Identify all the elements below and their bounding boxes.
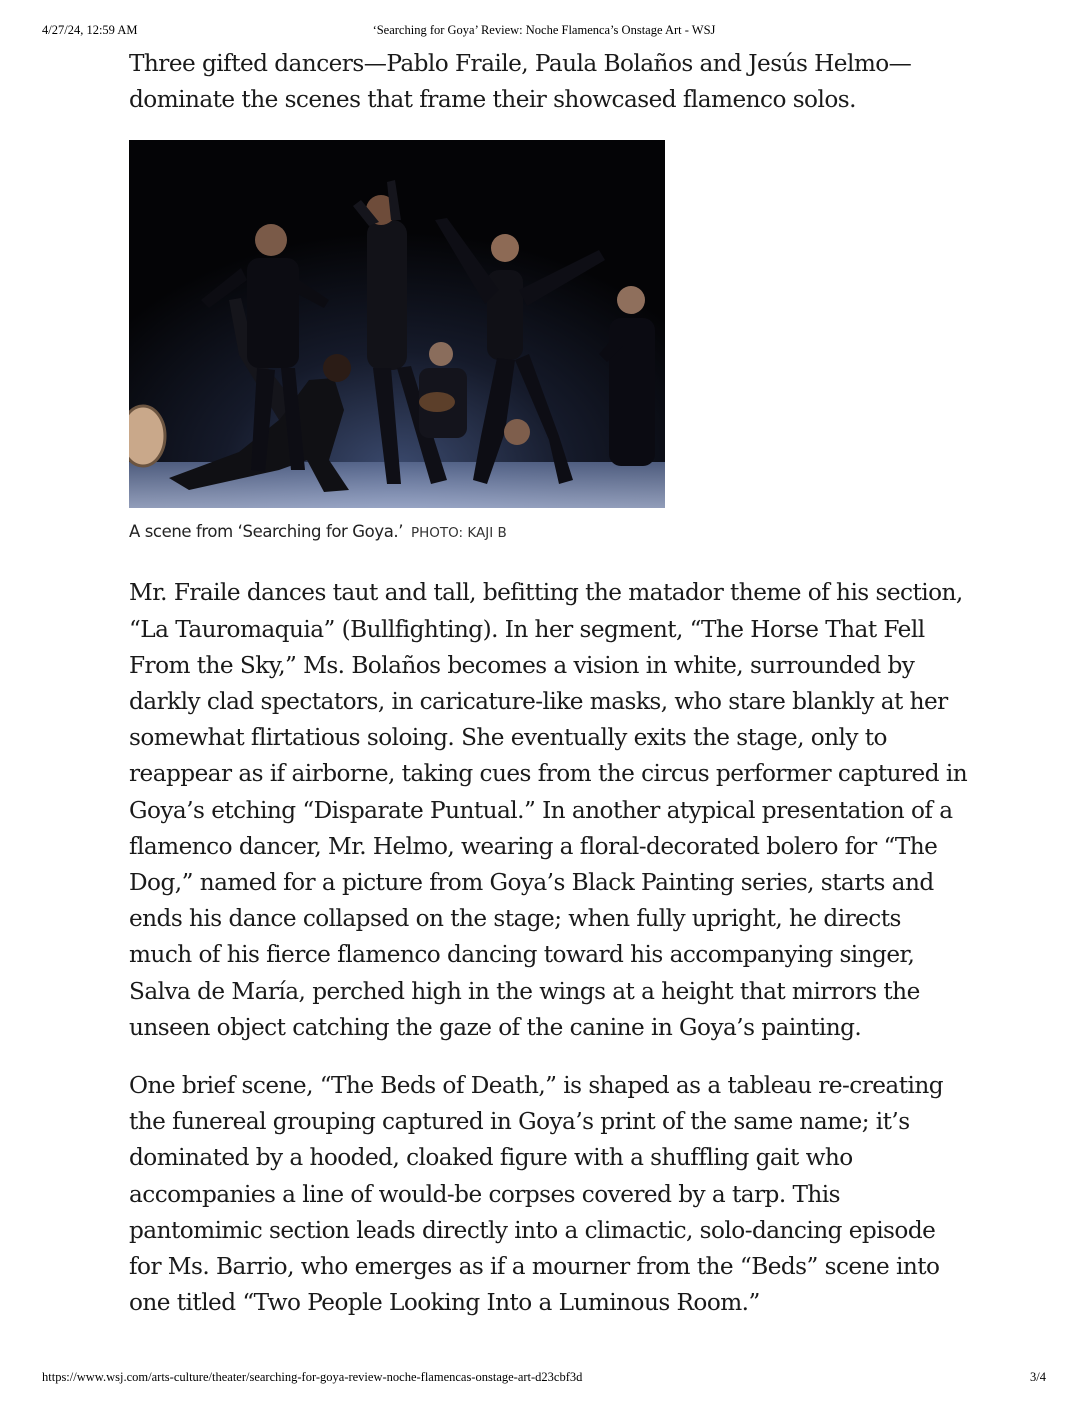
article-paragraph: Mr. Fraile dances taut and tall, befitting the matador theme of his section, “La Tauromaquia” (Bullfighting). In her segment, “The Horse That Fell From the Sky,” Ms. Bolaños becomes a vision in white, surrounded by darkly clad spectators, in caricature-like masks, who stare blankly at her somewhat flirtatious soloing. She eventually exits the stage, only to reappear as if airborne, taking cues from the circus performer captured in Goya’s etching “Disparate Puntual.” In another atypical presentation of a flamenco dancer, Mr. Helmo, wearing a floral-decorated bolero for “The Dog,” named for a picture from Goya’s Black Painting series, starts and ends his dance collapsed on the stage; when fully upright, he directs much of his fierce flamenco dancing toward his accompanying singer, Salva de María, perched high in the wings at a height that mirrors the unseen object catching the gaze of the canine in Goya’s painting. [129, 579, 968, 1041]
print-footer [42, 1370, 1046, 1386]
caption-text: A scene from ‘Searching for Goya.’ [129, 522, 404, 542]
dance-scene-photo [129, 140, 665, 508]
page-number: 3/4 [1030, 1370, 1046, 1384]
print-header [42, 23, 1046, 39]
figure-caption [129, 522, 665, 541]
print-datetime: 4/27/24, 12:59 AM [42, 23, 138, 37]
article-paragraph: One brief scene, “The Beds of Death,” is shaped as a tableau re-creating the funereal grouping captured in Goya’s print of the same name; it’s dominated by a hooded, cloaked figure with a shuffling gait who accompanies a line of would-be corpses covered by a tarp. This pantomimic section leads directly into a climactic, solo-dancing episode for Ms. Barrio, who emerges as if a mourner from the “Beds” scene into one titled “Two People Looking Into a Luminous Room.” [129, 1072, 944, 1317]
print-page-title: ‘Searching for Goya’ Review: Noche Flamenca’s Onstage Art - WSJ [372, 23, 716, 37]
photo-credit: PHOTO: KAJI B [410, 525, 507, 542]
article-paragraph: Three gifted dancers—Pablo Fraile, Paula Bolaños and Jesús Helmo—dominate the scenes that frame their showcased flamenco solos. [129, 50, 912, 114]
page-url: https://www.wsj.com/arts-culture/theater/searching-for-goya-review-noche-flamencas-onstage-art-d23cbf3d [42, 1370, 583, 1384]
article-figure [129, 140, 665, 541]
article-body [129, 46, 969, 1321]
